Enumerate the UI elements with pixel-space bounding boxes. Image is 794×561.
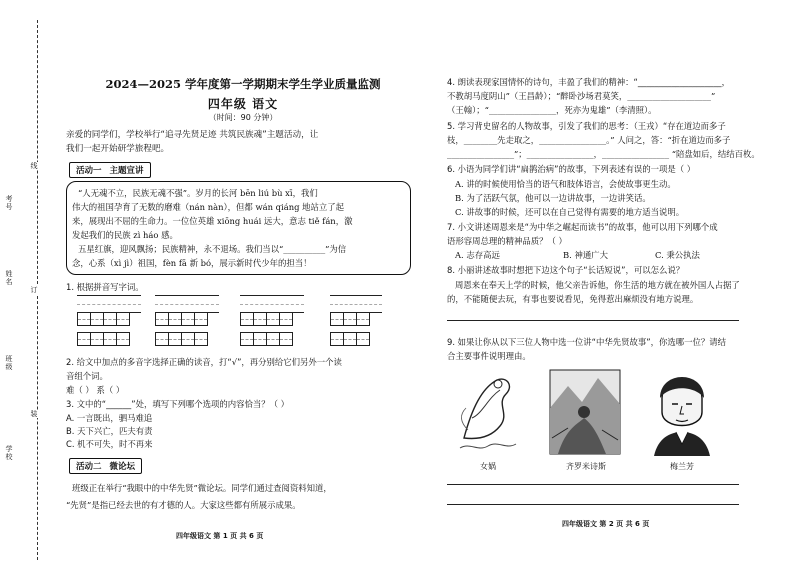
question-9-line-2: 合主要事件说明理由。: [447, 351, 531, 361]
question-8-text-1: 周恩来在奉天上学的时候，他父亲告诉他，你生活的地方就在被外国人占据了: [455, 280, 740, 290]
question-6-option-c: C. 讲故事的时候，还可以在自己觉得有需要的地方适当说明。: [455, 207, 685, 217]
page-2-footer: 四年级语文 第 2 页 共 6 页: [562, 520, 650, 528]
question-4-line-1: 4. 朗读表现家国情怀的诗句，丰盈了我们的精神：“____________________，: [447, 77, 730, 87]
name-label: 姓名: [5, 270, 13, 286]
question-6-option-b: B. 为了活跃气氛，他可以一边讲故事，一边讲笑话。: [455, 193, 651, 203]
question-7-line-1: 7. 小文讲述周恩来是“为中华之崛起而读书”的故事，他可以用下列哪个成: [447, 222, 718, 232]
passage-line-6: 念，心系（xì jì）祖国，fèn fā 新 bó，展示新时代少年的担当！: [72, 258, 312, 268]
exam-title: 2024—2025 学年度第一学期期末学生学业质量监测: [105, 77, 381, 91]
pinyin-row-2: [155, 295, 219, 313]
question-9-line-1: 9. 如果让你从以下三位人物中选一位讲“中华先贤故事”，你选哪一位？请结: [447, 337, 726, 347]
activity-one-label: 活动一: [76, 166, 102, 176]
forum-line-2: “先贤”是指已经去世的有才德的人。大家这些都有所展示成果。: [66, 500, 301, 510]
question-2-blanks[interactable]: 难（ ） 系（ ）: [66, 385, 125, 395]
intro-line-1: 亲爱的同学们，学校举行“追寻先贤足迹 共筑民族魂”主题活动，让: [66, 130, 319, 140]
exam-time: （时间：90 分钟）: [208, 113, 278, 122]
pinyin-row-4: [330, 295, 382, 313]
class-label: 班级: [5, 355, 13, 371]
question-6-option-a: A. 讲的时候使用恰当的语气和肢体语言，会使故事更生动。: [455, 179, 676, 189]
passage-line-4: 发起我们的民族 zì háo 感。: [72, 230, 178, 240]
question-5-line-2: 枝，________先走取之，________________。” 人问之，答：“折在道边而多子: [447, 135, 731, 145]
passage-line-3: 来，展现出不屈的生命力。一位位英雄 xiōng huái 远大，意志 tiě fán，激: [72, 216, 353, 226]
caption-nuwa: 女娲: [480, 462, 496, 471]
passage-line-5: 五星红旗，迎风飘扬；民族精神，永不退场。我们当以“__________”为信: [78, 244, 347, 254]
question-7-option-c: C. 秉公执法: [655, 250, 700, 260]
pinyin-row-1: [77, 295, 141, 313]
exam-subtitle: 四年级 语文: [207, 97, 279, 111]
cut-mark-ding: 订: [30, 286, 38, 294]
question-3: 3. 文中的“______”处，填写下列哪个选项的内容恰当？（ ）: [66, 399, 289, 409]
nuwa-illustration: [452, 368, 522, 456]
question-3-option-c: C. 机不可失，时不再来: [66, 439, 153, 449]
question-8-answer-line[interactable]: [447, 320, 739, 321]
activity-two-label: 活动二: [76, 462, 102, 472]
pinyin-row-3: [240, 295, 304, 313]
answer-grid-2[interactable]: [155, 312, 208, 326]
activity-two-header: [69, 458, 142, 474]
cut-mark-zhuang: 装: [30, 410, 38, 418]
school-label: 学校: [5, 445, 13, 461]
question-8: 8. 小丽讲述故事时想把下边这个句子“长话短说”，可以怎么说？: [447, 265, 685, 275]
question-2-line-2: 音组个词。: [66, 371, 108, 381]
question-4-line-2: 不教胡马度阴山”（王昌龄）；“醉卧沙场君莫笑，____________________”: [447, 91, 716, 101]
question-7-option-b: B. 神通广大: [563, 250, 608, 260]
activity-one-name: 主题宣讲: [109, 166, 144, 176]
activity-one-header: [69, 162, 151, 178]
cut-mark-xian: 线: [30, 162, 38, 170]
qimi-illustration: [548, 368, 622, 456]
activity-two-name: 微论坛: [109, 462, 136, 472]
mei-lanfang-portrait: [648, 368, 716, 456]
question-3-option-a: A. 一言既出，驷马难追: [66, 413, 153, 423]
passage-line-1: “人无魂不立，民族无魂不强”。岁月的长河 bēn liú bù xī，我们: [78, 188, 318, 198]
question-4-line-3: （王翰）；“________________，死亦为鬼雄”（李清照）。: [447, 105, 657, 115]
answer-grid-7[interactable]: [240, 332, 293, 346]
question-8-text-2: 的，不能随便去玩，有事也要说看见，免得惹出麻烦没有地方说理。: [447, 294, 699, 304]
question-1: 1. 根据拼音写字词。: [66, 282, 144, 292]
passage-line-2: 伟大的祖国孕育了无数的磨难（nán nàn），但都 wán qiáng 地站立了起: [72, 202, 344, 212]
question-9-answer-line-2[interactable]: [447, 504, 739, 505]
question-3-option-b: B. 天下兴亡，匹夫有责: [66, 426, 153, 436]
page-1-footer: 四年级语文 第 1 页 共 6 页: [176, 532, 264, 540]
question-6: 6. 小语为同学们讲“扁鹊治病”的故事，下列表述有误的一项是（ ）: [447, 164, 696, 174]
intro-line-2: 我们一起开始研学旅程吧。: [66, 144, 170, 154]
answer-grid-8[interactable]: [330, 332, 370, 346]
caption-mei-lanfang: 梅兰芳: [670, 462, 694, 471]
question-5-line-1: 5. 学习背史留名的人物故事，引发了我们的思考：（王戎）“存在道边而多子: [447, 121, 726, 131]
question-7-option-a: A. 志存高远: [455, 250, 500, 260]
question-5-line-3: ________________”；________________，________________ “陪盘如后，结结百枚。: [447, 149, 760, 159]
answer-grid-3[interactable]: [240, 312, 293, 326]
forum-line-1: 班级正在举行“我眼中的中华先贤”微论坛。同学们通过查阅资料知道，: [72, 483, 332, 493]
answer-grid-6[interactable]: [155, 332, 208, 346]
question-7-line-2: 语形容周总理的精神品质？（ ）: [447, 236, 567, 246]
question-2-line-1: 2. 给文中加点的多音字选择正确的读音，打“√”，再分别给它们另外一个读: [66, 357, 342, 367]
answer-grid-1[interactable]: [77, 312, 130, 326]
answer-grid-5[interactable]: [77, 332, 130, 346]
caption-qimi: 齐罗米诗斯: [566, 462, 606, 471]
question-9-answer-line-1[interactable]: [447, 484, 739, 485]
exam-number-label: 考号: [5, 195, 13, 211]
answer-grid-4[interactable]: [330, 312, 370, 326]
